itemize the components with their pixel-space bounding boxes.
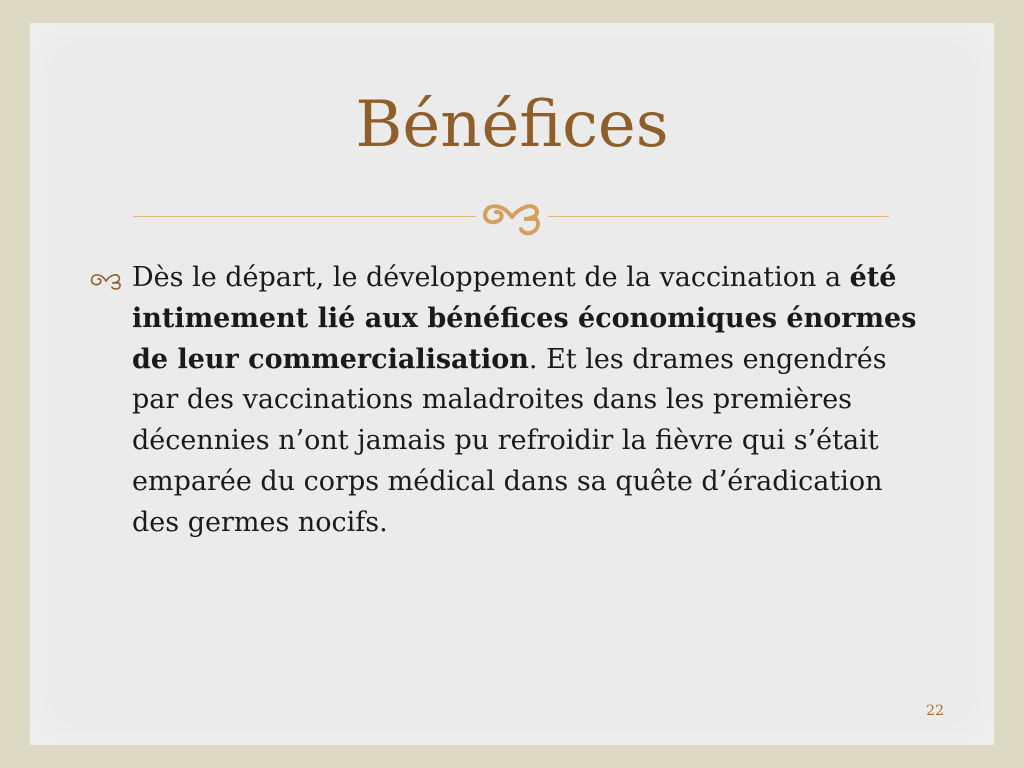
bullet-item [88, 258, 928, 544]
body-content [88, 258, 928, 544]
slide-title: Bénéfices [355, 88, 669, 162]
bullet-text-emphasis: été intimement lié aux bénéfices économiques énormes de leur commercialisation [132, 262, 917, 375]
flourish-bullet-icon [88, 268, 126, 290]
flourish-ornament-icon [476, 191, 548, 237]
slide [30, 23, 994, 745]
bullet-text-intro: Dès le départ, le développement de la vaccination a [132, 262, 850, 293]
page-number: 22 [926, 703, 944, 719]
bullet-text-rest: . Et les drames engendrés par des vaccinations maladroites dans les premières décennies n’ont jamais pu refroidir la fièvre qui s’était emparée du corps médical dans sa quête d’éradication des germes nocifs. [132, 343, 887, 538]
